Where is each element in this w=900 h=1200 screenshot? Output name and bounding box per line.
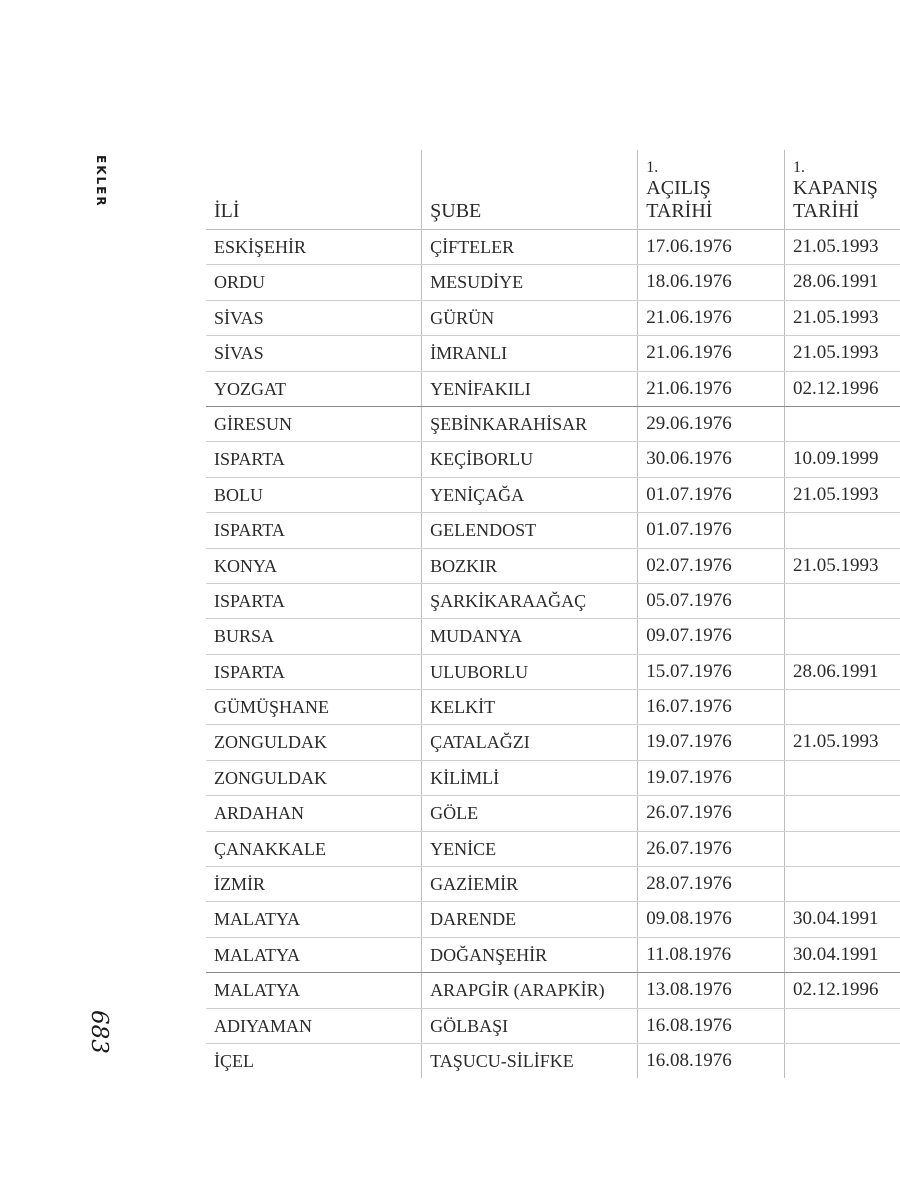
cell-acilis: 21.06.1976 [637, 301, 784, 335]
cell-kapanis: 02.12.1996 [784, 973, 900, 1007]
cell-kapanis: 21.05.1993 [784, 478, 900, 512]
cell-sube: İMRANLI [421, 336, 637, 370]
cell-acilis: 21.06.1976 [637, 336, 784, 370]
cell-il: GÜMÜŞHANE [214, 697, 330, 718]
cell-acilis: 18.06.1976 [637, 265, 784, 299]
page-number: 683 [86, 1010, 112, 1054]
header-il [206, 150, 421, 229]
cell-il: BOLU [214, 484, 263, 505]
cell-il: ÇANAKKALE [214, 838, 326, 859]
cell-il: MALATYA [214, 980, 301, 1001]
header-kapanis-line2: TARİHİ [793, 200, 860, 222]
cell-il: YOZGAT [214, 378, 286, 399]
cell-sube: GÖLBAŞI [421, 1009, 637, 1043]
cell-acilis: 30.06.1976 [637, 442, 784, 476]
cell-acilis: 26.07.1976 [637, 796, 784, 830]
table-row [206, 336, 900, 371]
cell-kapanis [784, 1044, 900, 1078]
cell-kapanis: 21.05.1993 [784, 230, 900, 264]
cell-il: ARDAHAN [214, 803, 304, 824]
cell-acilis: 19.07.1976 [637, 725, 784, 759]
cell-sube: KİLİMLİ [421, 761, 637, 795]
cell-kapanis: 10.09.1999 [784, 442, 900, 476]
branches-table [206, 150, 900, 1078]
table-row [206, 549, 900, 584]
cell-sube: GELENDOST [421, 513, 637, 547]
cell-kapanis [784, 690, 900, 724]
cell-acilis: 16.08.1976 [637, 1009, 784, 1043]
table-row [206, 761, 900, 796]
cell-kapanis [784, 1009, 900, 1043]
cell-il: ISPARTA [214, 449, 285, 470]
cell-sube: MESUDİYE [421, 265, 637, 299]
cell-acilis: 13.08.1976 [637, 973, 784, 1007]
cell-sube: ŞARKİKARAAĞAÇ [421, 584, 637, 618]
cell-acilis: 01.07.1976 [637, 478, 784, 512]
table-row [206, 655, 900, 690]
cell-acilis: 09.08.1976 [637, 902, 784, 936]
cell-acilis: 01.07.1976 [637, 513, 784, 547]
table-row [206, 584, 900, 619]
table-row [206, 301, 900, 336]
header-kapanis-line1: KAPANIŞ [793, 177, 878, 199]
cell-acilis: 28.07.1976 [637, 867, 784, 901]
cell-il: ADIYAMAN [214, 1015, 312, 1036]
cell-sube: DOĞANŞEHİR [421, 938, 637, 972]
cell-il: ESKİŞEHİR [214, 237, 307, 257]
cell-il: SİVAS [214, 343, 264, 364]
table-row [206, 690, 900, 725]
cell-acilis: 05.07.1976 [637, 584, 784, 618]
cell-sube: DARENDE [421, 902, 637, 936]
cell-kapanis: 21.05.1993 [784, 549, 900, 583]
cell-kapanis [784, 619, 900, 653]
cell-kapanis [784, 584, 900, 618]
cell-kapanis [784, 867, 900, 901]
cell-il: ZONGULDAK [214, 732, 327, 753]
table-body [206, 230, 900, 1078]
cell-il: İÇEL [214, 1050, 254, 1071]
cell-sube: ÇATALAĞZI [421, 725, 637, 759]
header-kapanis [784, 150, 900, 229]
cell-acilis: 15.07.1976 [637, 655, 784, 689]
cell-il: KONYA [214, 555, 277, 576]
header-acilis-number: 1. [646, 159, 659, 176]
table-row [206, 230, 900, 265]
cell-sube: YENİCE [421, 832, 637, 866]
cell-il: ZONGULDAK [214, 767, 327, 788]
cell-acilis: 16.07.1976 [637, 690, 784, 724]
cell-kapanis: 02.12.1996 [784, 372, 900, 406]
cell-acilis: 11.08.1976 [637, 938, 784, 972]
table-row [206, 407, 900, 442]
cell-kapanis: 21.05.1993 [784, 725, 900, 759]
header-sube-label: ŞUBE [430, 200, 482, 222]
table-row [206, 1044, 900, 1078]
table-row [206, 867, 900, 902]
header-acilis-line2: TARİHİ [646, 200, 713, 222]
cell-sube: KEÇİBORLU [421, 442, 637, 476]
cell-sube: ÇİFTELER [421, 230, 637, 264]
cell-kapanis: 30.04.1991 [784, 938, 900, 972]
cell-sube: YENİFAKILI [421, 372, 637, 406]
header-kapanis-number: 1. [793, 159, 806, 176]
table-row [206, 902, 900, 937]
cell-il: SİVAS [214, 307, 264, 328]
cell-il: BURSA [214, 626, 275, 647]
cell-sube: BOZKIR [421, 549, 637, 583]
cell-il: MALATYA [214, 909, 301, 930]
cell-acilis: 17.06.1976 [637, 230, 784, 264]
header-acilis [637, 150, 784, 229]
table-row [206, 372, 900, 407]
cell-sube: YENİÇAĞA [421, 478, 637, 512]
table-row [206, 832, 900, 867]
cell-acilis: 19.07.1976 [637, 761, 784, 795]
table-row [206, 938, 900, 973]
cell-kapanis: 30.04.1991 [784, 902, 900, 936]
cell-il: MALATYA [214, 944, 301, 965]
cell-il: GİRESUN [214, 413, 293, 434]
cell-sube: ŞEBİNKARAHİSAR [421, 407, 637, 441]
cell-il: ISPARTA [214, 520, 285, 541]
table-row [206, 725, 900, 760]
cell-sube: KELKİT [421, 690, 637, 724]
cell-sube: ULUBORLU [421, 655, 637, 689]
cell-acilis: 09.07.1976 [637, 619, 784, 653]
cell-il: ISPARTA [214, 590, 285, 611]
table-row [206, 513, 900, 548]
cell-acilis: 29.06.1976 [637, 407, 784, 441]
table-row [206, 478, 900, 513]
cell-acilis: 26.07.1976 [637, 832, 784, 866]
cell-il: ISPARTA [214, 661, 285, 682]
table-header [206, 150, 900, 230]
cell-acilis: 02.07.1976 [637, 549, 784, 583]
cell-kapanis [784, 832, 900, 866]
cell-sube: GAZİEMİR [421, 867, 637, 901]
cell-acilis: 21.06.1976 [637, 372, 784, 406]
header-sube [421, 150, 637, 229]
table-row [206, 796, 900, 831]
table-row [206, 442, 900, 477]
cell-kapanis: 21.05.1993 [784, 336, 900, 370]
cell-il: İZMİR [214, 874, 265, 895]
table-row [206, 265, 900, 300]
cell-sube: GÜRÜN [421, 301, 637, 335]
cell-kapanis [784, 761, 900, 795]
cell-kapanis: 28.06.1991 [784, 655, 900, 689]
table-row [206, 619, 900, 654]
cell-kapanis: 21.05.1993 [784, 301, 900, 335]
cell-kapanis [784, 407, 900, 441]
header-il-label: İLİ [214, 200, 240, 222]
table-row [206, 973, 900, 1008]
cell-kapanis [784, 513, 900, 547]
section-label: EKLER [94, 155, 108, 208]
cell-sube: ARAPGİR (ARAPKİR) [421, 973, 637, 1007]
cell-acilis: 16.08.1976 [637, 1044, 784, 1078]
header-acilis-line1: AÇILIŞ [646, 177, 711, 199]
cell-kapanis: 28.06.1991 [784, 265, 900, 299]
cell-il: ORDU [214, 272, 266, 293]
cell-sube: TAŞUCU-SİLİFKE [421, 1044, 637, 1078]
cell-sube: MUDANYA [421, 619, 637, 653]
table-row [206, 1009, 900, 1044]
cell-kapanis [784, 796, 900, 830]
cell-sube: GÖLE [421, 796, 637, 830]
